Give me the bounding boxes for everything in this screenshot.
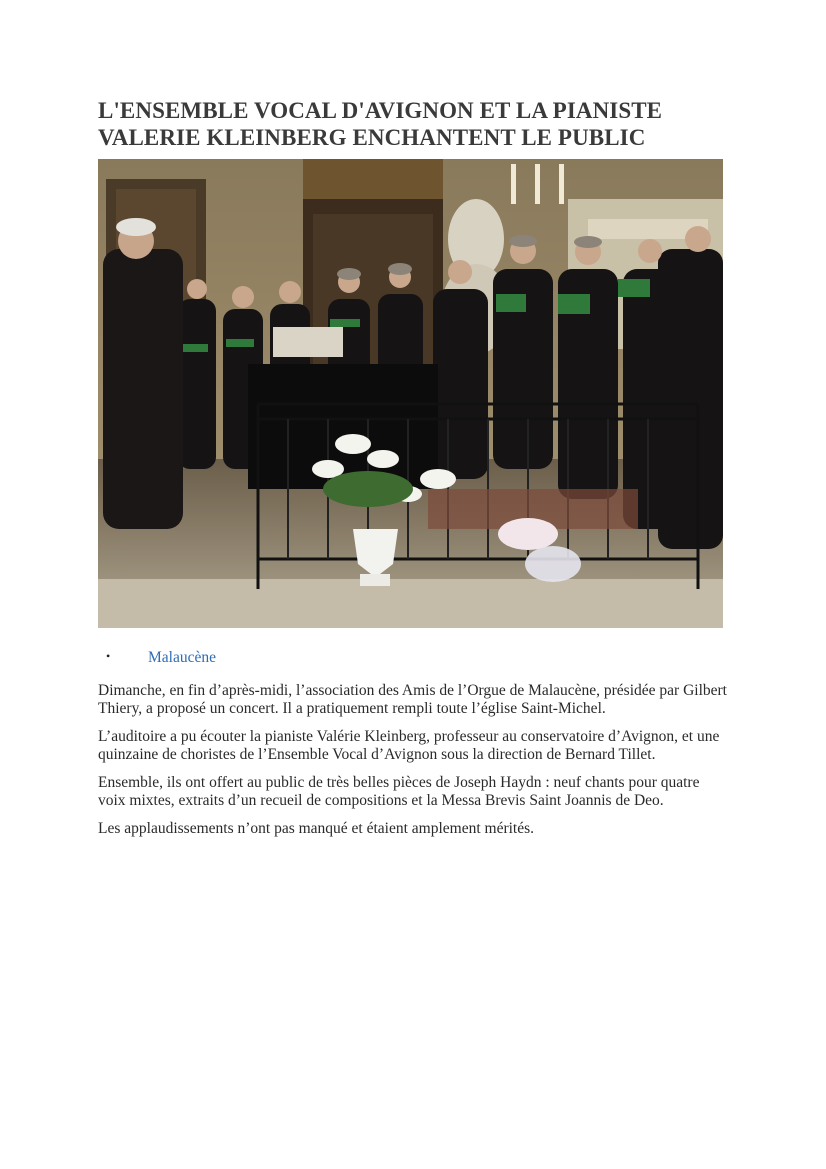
tag-item (98, 648, 728, 668)
article-title: L'ENSEMBLE VOCAL D'AVIGNON ET LA PIANISTE VALERIE KLEINBERG ENCHANTENT LE PUBLIC (98, 98, 663, 150)
article-page (98, 97, 728, 848)
concert-photo (98, 159, 723, 628)
article-paragraph: Les applaudissements n’ont pas manqué et étaient amplement mérités. (98, 820, 535, 837)
article-paragraph: Ensemble, ils ont offert au public de très belles pièces de Joseph Haydn : neuf chants pour quatre voix mixtes, extraits d’un recueil de compositions et la Messa Brevis Saint Joannis de Deo. (98, 774, 700, 809)
tag-link-malaucene[interactable]: Malaucène (148, 649, 216, 666)
article-paragraph: Dimanche, en fin d’après-midi, l’association des Amis de l’Orgue de Malaucène, présidée par Gilbert Thiery, a proposé un concert. Il a pratiquement rempli toute l’église Saint-Michel. (98, 682, 727, 717)
tag-list (98, 648, 728, 668)
article-body (98, 682, 728, 838)
bullet-icon: • (106, 649, 111, 663)
article-paragraph: L’auditoire a pu écouter la pianiste Valérie Kleinberg, professeur au conservatoire d’Avignon, et une quinzaine de choristes de l’Ensemble Vocal d’Avignon sous la direction de Bernard Tillet. (98, 728, 720, 763)
